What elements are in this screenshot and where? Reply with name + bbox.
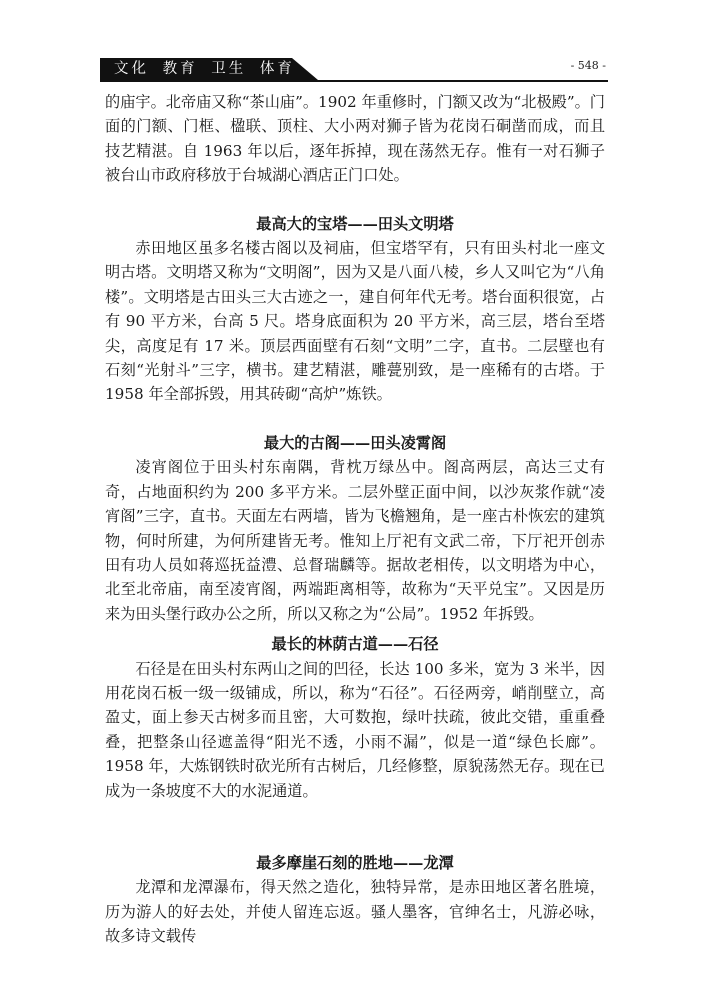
section-paragraph: 赤田地区虽多名楼古阁以及祠庙，但宝塔罕有，只有田头村北一座文明古塔。文明塔又称为“文明阁”，因为又是八面八棱，乡人又叫它为“八角楼”。文明塔是古田头三大古迹之一，建自何年代无考。塔台面积很宽，占有 90 平方米，台高 5 尺。塔身底面积为 20 平方米，高三层，塔台至塔尖，高度足有 17 米。顶层西面壁有石刻“文明”二字，直书。二层壁也有石刻“光射斗”三字，横书。建艺精湛，雕甍别致，是一座稀有的古塔。于 1958 年全部拆毁，用其砖砌“高炉”炼铁。 (105, 239, 605, 404)
section-paragraph: 凌宵阁位于田头村东南隅，背枕万绿丛中。阁高两层，高达三丈有奇，占地面积约为 200 多平方米。二层外壁正面中间，以沙灰浆作就“凌宵阁”三字，直书。天面左右两墙，皆为飞檐翘角，是一座古朴恢宏的建筑物，何时所建，为何所建皆无考。惟知上厅祀有文武二帝，下厅祀开创赤田有功人员如蒋巡抚益澧、总督瑞麟等。据故老相传，以文明塔为中心，北至北帝庙，南至凌宵阁，两端距离相等，故称为“天平兑宝”。又因是历来为田头堡行政办公之所，所以又称之为“公局”。1952 年拆毁。 (105, 458, 605, 623)
section-paragraph: 石径是在田头村东两山之间的凹径，长达 100 多米，宽为 3 米半，因用花岗石板一级一级铺成，所以，称为“石径”。石径两旁，峭削壁立，高盈丈，面上参天古树多而且密，大可数抱，绿叶扶疏，彼此交错，重重叠叠，把整条山径遮盖得“阳光不透，小雨不漏”，似是一道“绿色长廊”。1958 年，大炼钢铁时砍光所有古树后，几经修整，原貌荡然无存。现在已成为一条坡度不大的水泥通道。 (105, 659, 605, 800)
header-rule (100, 80, 608, 82)
spacer (105, 407, 605, 431)
section-heading: 最长的林荫古道——石径 (271, 635, 439, 654)
continuation-paragraph: 的庙宇。北帝庙又称“茶山庙”。1902 年重修时，门额又改为“北极殿”。门面的门额、门框、楹联、顶柱、大小两对狮子皆为花岗石硐凿而成，而且技艺精湛。自 1963 年以后，逐年拆掉，现在荡然无存。惟有一对石狮子被台山市政府移放于台城湖心酒店正门口处。 (105, 93, 605, 185)
section-paragraph: 龙潭和龙潭瀑布，得天然之造化，独特异常，是赤田地区著名胜境，历为游人的好去处，并使人留连忘返。骚人墨客，官绅名士，凡游必咏，故多诗文载传 (105, 878, 605, 946)
section-heading: 最多摩崖石刻的胜地——龙潭 (256, 853, 454, 872)
page-body (105, 90, 605, 949)
section-heading: 最大的古阁——田头凌霄阁 (263, 433, 447, 452)
running-header (100, 58, 608, 82)
section-title-label: 文化 教育 卫生 体育 (114, 61, 295, 77)
section-heading: 最高大的宝塔——田头文明塔 (256, 214, 454, 233)
spacer (105, 188, 605, 212)
spacer (105, 803, 605, 851)
page-number: - 548 - (570, 59, 606, 72)
